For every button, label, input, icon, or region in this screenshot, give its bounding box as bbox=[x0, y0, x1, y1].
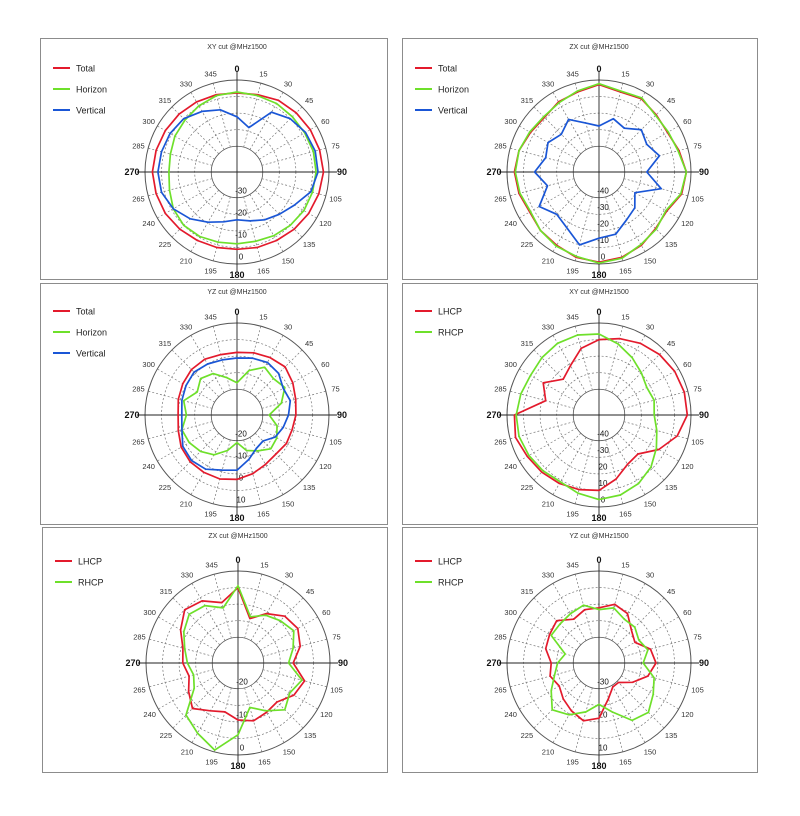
chart-4-angle-label: 105 bbox=[691, 437, 704, 447]
chart-4-angle-label: 330 bbox=[541, 322, 555, 332]
chart-5-angle-label: 0 bbox=[235, 555, 241, 565]
chart-1-series-vertical-line bbox=[158, 110, 318, 222]
chart-3-angle-label: 105 bbox=[329, 437, 342, 447]
chart-5-legend-label: LHCP bbox=[78, 556, 103, 567]
chart-3-angle-label: 285 bbox=[132, 384, 145, 394]
chart-6-angle-label: 105 bbox=[691, 685, 704, 695]
chart-2-angle-label: 150 bbox=[643, 256, 657, 266]
chart-6-grid-spoke bbox=[617, 598, 664, 645]
chart-4-grid-spoke bbox=[519, 369, 576, 402]
chart-4-angle-label: 0 bbox=[596, 307, 602, 317]
chart-1-angle-label: 120 bbox=[319, 219, 332, 228]
chart-4-grid-spoke bbox=[621, 369, 678, 402]
chart-4-grid-spoke bbox=[534, 433, 581, 480]
chart-5-series-lhcp-line bbox=[181, 588, 305, 721]
chart-6-angle-label: 330 bbox=[541, 570, 555, 580]
chart-4-angle-label: 135 bbox=[664, 483, 678, 493]
chart-5-radial-label: -20 bbox=[236, 677, 248, 687]
chart-1-grid-spoke bbox=[255, 190, 302, 237]
chart-2-grid-spoke bbox=[553, 92, 586, 149]
chart-3-angle-label: 195 bbox=[204, 509, 217, 519]
chart-3-angle-label: 180 bbox=[229, 513, 245, 523]
chart-3-legend-label: Horizon bbox=[76, 327, 108, 338]
chart-3-angle-label: 270 bbox=[124, 410, 140, 420]
chart-3-legend-label: Total bbox=[76, 306, 96, 317]
chart-6-angle-label: 240 bbox=[504, 710, 517, 719]
chart-3-angle-label: 300 bbox=[142, 360, 155, 369]
chart-3-angle-label: 90 bbox=[336, 410, 348, 420]
chart-3-angle-label: 15 bbox=[259, 312, 268, 322]
chart-panel-2 bbox=[402, 38, 758, 280]
chart-5-angle-label: 135 bbox=[303, 731, 317, 741]
chart-5-radial-label: 0 bbox=[239, 743, 245, 753]
chart-2-angle-label: 0 bbox=[596, 64, 602, 74]
chart-5-angle-label: 315 bbox=[159, 586, 173, 596]
chart-3-grid-spoke bbox=[255, 433, 302, 480]
chart-4-angle-label: 90 bbox=[698, 410, 710, 420]
chart-4-angle-label: 345 bbox=[566, 312, 579, 322]
chart-1-radial-label: 0 bbox=[238, 252, 244, 262]
chart-2-angle-label: 120 bbox=[681, 219, 694, 228]
chart-1-angle-label: 345 bbox=[204, 69, 217, 79]
chart-3-angle-label: 30 bbox=[283, 322, 293, 332]
chart-1-angle-label: 330 bbox=[179, 79, 193, 89]
chart-3-radial-label: -10 bbox=[235, 451, 247, 461]
chart-6-angle-label: 75 bbox=[693, 632, 702, 642]
chart-6-radial-label: -30 bbox=[597, 677, 609, 687]
chart-2-angle-label: 195 bbox=[566, 266, 579, 276]
chart-5-angle-label: 265 bbox=[133, 685, 146, 695]
chart-1-angle-label: 195 bbox=[204, 266, 217, 276]
chart-6-grid-spoke bbox=[624, 670, 688, 687]
chart-1-title: XY cut @MHz1500 bbox=[207, 44, 267, 51]
chart-4-angle-label: 165 bbox=[619, 509, 632, 519]
chart-4-legend-label: LHCP bbox=[438, 306, 463, 317]
chart-5-series-rhcp-line bbox=[184, 586, 302, 750]
chart-2-legend-label: Total bbox=[438, 63, 458, 74]
chart-5-grid-spoke bbox=[256, 598, 303, 645]
chart-5-angle-label: 165 bbox=[258, 757, 271, 767]
chart-2-angle-label: 165 bbox=[619, 266, 632, 276]
polar-chart-4 bbox=[403, 284, 759, 526]
chart-1-grid-spoke bbox=[172, 190, 219, 237]
chart-6-angle-label: 165 bbox=[619, 757, 632, 767]
chart-1-angle-label: 105 bbox=[329, 194, 342, 204]
chart-3-angle-label: 210 bbox=[179, 499, 193, 509]
chart-1-grid-spoke bbox=[213, 197, 230, 261]
chart-6-angle-label: 120 bbox=[681, 710, 694, 719]
chart-6-title: YZ cut @MHz1500 bbox=[569, 533, 629, 540]
chart-6-angle-label: 265 bbox=[494, 685, 507, 695]
chart-1-grid-spoke bbox=[259, 126, 316, 159]
chart-2-angle-label: 90 bbox=[698, 167, 710, 177]
chart-6-angle-label: 150 bbox=[643, 747, 657, 757]
chart-2-angle-label: 330 bbox=[541, 79, 555, 89]
chart-5-grid-spoke bbox=[158, 676, 215, 709]
chart-3-angle-label: 150 bbox=[281, 499, 295, 509]
chart-5-angle-label: 105 bbox=[330, 685, 343, 695]
chart-panel-1 bbox=[40, 38, 388, 280]
chart-5-grid-spoke bbox=[173, 681, 220, 728]
chart-5-angle-label: 120 bbox=[320, 710, 333, 719]
chart-1-angle-label: 90 bbox=[336, 167, 348, 177]
chart-6-angle-label: 180 bbox=[591, 761, 607, 771]
chart-1-angle-label: 210 bbox=[179, 256, 193, 266]
chart-1-grid-spoke bbox=[213, 83, 230, 147]
chart-4-angle-label: 150 bbox=[643, 499, 657, 509]
chart-5-grid-spoke bbox=[256, 681, 303, 728]
polar-chart-6 bbox=[403, 528, 759, 774]
chart-5-grid-spoke bbox=[263, 639, 327, 656]
chart-4-angle-label: 270 bbox=[486, 410, 502, 420]
chart-3-angle-label: 330 bbox=[179, 322, 193, 332]
chart-5-angle-label: 225 bbox=[159, 731, 173, 741]
chart-2-angle-label: 265 bbox=[494, 194, 507, 204]
chart-3-radial-label: -20 bbox=[235, 429, 247, 439]
chart-1-grid-spoke bbox=[148, 148, 212, 165]
chart-6-grid-spoke bbox=[617, 681, 664, 728]
chart-2-angle-label: 180 bbox=[591, 270, 607, 280]
chart-4-grid-spoke bbox=[534, 350, 581, 397]
chart-5-angle-label: 270 bbox=[125, 658, 141, 668]
chart-5-angle-label: 345 bbox=[205, 560, 218, 570]
chart-2-angle-label: 315 bbox=[520, 95, 534, 105]
chart-2-angle-label: 75 bbox=[693, 141, 702, 151]
chart-1-angle-label: 30 bbox=[283, 79, 293, 89]
chart-1-grid-spoke bbox=[262, 179, 326, 196]
chart-6-angle-label: 285 bbox=[494, 632, 507, 642]
chart-6-radial-label: 10 bbox=[598, 743, 608, 753]
chart-4-series-rhcp-line bbox=[516, 334, 657, 500]
chart-2-angle-label: 300 bbox=[504, 117, 517, 126]
chart-2-angle-label: 210 bbox=[541, 256, 555, 266]
chart-5-angle-label: 330 bbox=[180, 570, 194, 580]
chart-1-angle-label: 180 bbox=[229, 270, 245, 280]
chart-2-angle-label: 30 bbox=[645, 79, 655, 89]
chart-5-grid-spoke bbox=[192, 583, 225, 640]
chart-4-angle-label: 315 bbox=[520, 338, 534, 348]
chart-1-angle-label: 150 bbox=[281, 256, 295, 266]
chart-5-grid-spoke bbox=[260, 676, 317, 709]
chart-2-grid-spoke bbox=[534, 107, 581, 154]
chart-3-radial-label: 10 bbox=[236, 495, 246, 505]
chart-5-angle-label: 285 bbox=[133, 632, 146, 642]
chart-1-radial-label: -30 bbox=[235, 186, 247, 196]
chart-3-grid-spoke bbox=[172, 433, 219, 480]
chart-2-grid-spoke bbox=[519, 185, 576, 218]
chart-1-legend-label: Vertical bbox=[76, 105, 106, 116]
chart-3-series-horizon-line bbox=[182, 367, 285, 455]
chart-4-angle-label: 180 bbox=[591, 513, 607, 523]
polar-chart-2 bbox=[403, 39, 759, 281]
chart-6-angle-label: 315 bbox=[520, 586, 534, 596]
chart-6-grid-spoke bbox=[519, 676, 576, 709]
chart-2-angle-label: 15 bbox=[621, 69, 630, 79]
chart-4-angle-label: 300 bbox=[504, 360, 517, 369]
chart-2-title: ZX cut @MHz1500 bbox=[569, 44, 629, 51]
chart-5-angle-label: 15 bbox=[260, 560, 269, 570]
chart-1-angle-label: 60 bbox=[321, 117, 330, 126]
chart-2-grid-spoke bbox=[612, 194, 645, 251]
chart-4-angle-label: 30 bbox=[645, 322, 655, 332]
chart-1-angle-label: 0 bbox=[234, 64, 240, 74]
polar-chart-5 bbox=[43, 528, 389, 774]
chart-1-angle-label: 240 bbox=[142, 219, 155, 228]
chart-6-angle-label: 345 bbox=[566, 560, 579, 570]
chart-5-grid-spoke bbox=[251, 685, 284, 742]
chart-1-angle-label: 15 bbox=[259, 69, 268, 79]
chart-4-angle-label: 75 bbox=[693, 384, 702, 394]
chart-4-angle-label: 210 bbox=[541, 499, 555, 509]
chart-panel-6 bbox=[402, 527, 758, 773]
chart-1-grid-spoke bbox=[148, 179, 212, 196]
chart-4-angle-label: 240 bbox=[504, 462, 517, 471]
chart-4-title: XY cut @MHz1500 bbox=[569, 289, 629, 296]
chart-3-angle-label: 60 bbox=[321, 360, 330, 369]
chart-5-grid-spoke bbox=[192, 685, 225, 742]
chart-4-angle-label: 225 bbox=[520, 483, 534, 493]
chart-6-grid-spoke bbox=[624, 639, 688, 656]
chart-1-angle-label: 225 bbox=[158, 240, 172, 250]
chart-4-grid-spoke bbox=[621, 428, 678, 461]
chart-6-legend-label: LHCP bbox=[438, 556, 463, 567]
chart-4-radial-label: -30 bbox=[597, 445, 609, 455]
chart-3-grid-spoke bbox=[259, 428, 316, 461]
chart-3-legend-label: Vertical bbox=[76, 348, 106, 359]
chart-2-angle-label: 225 bbox=[520, 240, 534, 250]
chart-5-grid-spoke bbox=[149, 639, 213, 656]
chart-2-angle-label: 45 bbox=[666, 95, 676, 105]
chart-5-grid-spoke bbox=[245, 574, 262, 638]
chart-6-angle-label: 270 bbox=[486, 658, 502, 668]
chart-1-legend-label: Horizon bbox=[76, 84, 108, 95]
chart-1-angle-label: 45 bbox=[304, 95, 314, 105]
chart-4-radial-label: 20 bbox=[598, 462, 608, 472]
chart-5-angle-label: 75 bbox=[332, 632, 341, 642]
chart-6-grid-spoke bbox=[519, 617, 576, 650]
chart-2-angle-label: 345 bbox=[566, 69, 579, 79]
chart-panel-5 bbox=[42, 527, 388, 773]
chart-5-grid-spoke bbox=[173, 598, 220, 645]
chart-4-radial-label: -40 bbox=[597, 429, 609, 439]
chart-5-grid-spoke bbox=[251, 583, 284, 640]
chart-6-angle-label: 225 bbox=[520, 731, 534, 741]
chart-4-angle-label: 285 bbox=[494, 384, 507, 394]
chart-1-radial-label: -20 bbox=[235, 208, 247, 218]
chart-1-radial-label: -10 bbox=[235, 230, 247, 240]
chart-5-angle-label: 300 bbox=[143, 608, 156, 617]
chart-1-legend-label: Total bbox=[76, 63, 96, 74]
chart-3-angle-label: 265 bbox=[132, 437, 145, 447]
chart-6-angle-label: 300 bbox=[504, 608, 517, 617]
chart-5-angle-label: 150 bbox=[282, 747, 296, 757]
chart-2-radial-label: -20 bbox=[597, 219, 609, 229]
chart-1-angle-label: 285 bbox=[132, 141, 145, 151]
chart-3-grid-spoke bbox=[250, 335, 283, 392]
chart-3-angle-label: 345 bbox=[204, 312, 217, 322]
chart-6-angle-label: 15 bbox=[621, 560, 630, 570]
chart-panel-3 bbox=[40, 283, 388, 525]
chart-2-grid-spoke bbox=[621, 126, 678, 159]
chart-4-legend-label: RHCP bbox=[438, 327, 464, 338]
chart-5-angle-label: 195 bbox=[205, 757, 218, 767]
chart-6-legend-label: RHCP bbox=[438, 577, 464, 588]
chart-2-angle-label: 105 bbox=[691, 194, 704, 204]
chart-1-angle-label: 135 bbox=[302, 240, 316, 250]
chart-3-radial-label: 0 bbox=[238, 473, 244, 483]
chart-5-angle-label: 180 bbox=[230, 761, 246, 771]
chart-6-radial-label: 20 bbox=[598, 710, 608, 720]
chart-2-radial-label: 0 bbox=[600, 252, 606, 262]
chart-4-angle-label: 45 bbox=[666, 338, 676, 348]
chart-6-angle-label: 45 bbox=[666, 586, 676, 596]
chart-1-angle-label: 300 bbox=[142, 117, 155, 126]
chart-1-grid-spoke bbox=[244, 83, 261, 147]
chart-1-angle-label: 165 bbox=[257, 266, 270, 276]
chart-2-radial-label: -40 bbox=[597, 186, 609, 196]
chart-6-grid-spoke bbox=[510, 670, 574, 687]
chart-3-angle-label: 45 bbox=[304, 338, 314, 348]
chart-1-angle-label: 270 bbox=[124, 167, 140, 177]
chart-3-angle-label: 75 bbox=[331, 384, 340, 394]
chart-2-radial-label: -10 bbox=[597, 236, 609, 246]
chart-2-legend-label: Horizon bbox=[438, 84, 470, 95]
chart-5-legend-label: RHCP bbox=[78, 577, 104, 588]
chart-4-grid-spoke bbox=[606, 326, 623, 390]
chart-6-angle-label: 135 bbox=[664, 731, 678, 741]
chart-5-radial-label: -10 bbox=[236, 710, 248, 720]
chart-5-angle-label: 60 bbox=[322, 608, 331, 617]
chart-4-grid-spoke bbox=[612, 437, 645, 494]
chart-2-angle-label: 135 bbox=[664, 240, 678, 250]
chart-1-grid-spoke bbox=[250, 194, 283, 251]
chart-4-grid-spoke bbox=[624, 391, 688, 408]
chart-3-angle-label: 165 bbox=[257, 509, 270, 519]
chart-6-angle-label: 60 bbox=[683, 608, 692, 617]
chart-5-angle-label: 240 bbox=[143, 710, 156, 719]
chart-3-grid-spoke bbox=[250, 437, 283, 494]
chart-2-grid-spoke bbox=[575, 197, 592, 261]
polar-chart-3 bbox=[41, 284, 389, 526]
chart-4-radial-label: 10 bbox=[598, 479, 608, 489]
chart-1-grid-spoke bbox=[244, 197, 261, 261]
chart-4-angle-label: 15 bbox=[621, 312, 630, 322]
chart-5-grid-spoke bbox=[214, 574, 231, 638]
chart-6-angle-label: 210 bbox=[541, 747, 555, 757]
chart-2-grid-spoke bbox=[553, 194, 586, 251]
polar-chart-1 bbox=[41, 39, 389, 281]
chart-6-grid-spoke bbox=[534, 681, 581, 728]
chart-3-angle-label: 225 bbox=[158, 483, 172, 493]
chart-3-angle-label: 0 bbox=[234, 307, 240, 317]
chart-2-grid-spoke bbox=[617, 190, 664, 237]
chart-6-angle-label: 0 bbox=[596, 555, 602, 565]
chart-2-legend-label: Vertical bbox=[438, 105, 468, 116]
chart-5-grid-spoke bbox=[214, 688, 231, 752]
chart-1-angle-label: 315 bbox=[158, 95, 172, 105]
chart-3-angle-label: 240 bbox=[142, 462, 155, 471]
chart-5-angle-label: 45 bbox=[305, 586, 315, 596]
chart-2-angle-label: 270 bbox=[486, 167, 502, 177]
chart-3-angle-label: 135 bbox=[302, 483, 316, 493]
chart-2-radial-label: -30 bbox=[597, 202, 609, 212]
chart-6-angle-label: 90 bbox=[698, 658, 710, 668]
chart-2-angle-label: 60 bbox=[683, 117, 692, 126]
chart-panel-4 bbox=[402, 283, 758, 525]
chart-4-radial-label: 0 bbox=[600, 495, 606, 505]
chart-3-title: YZ cut @MHz1500 bbox=[207, 289, 267, 296]
chart-6-angle-label: 30 bbox=[645, 570, 655, 580]
chart-3-grid-spoke bbox=[213, 326, 230, 390]
chart-4-angle-label: 265 bbox=[494, 437, 507, 447]
chart-4-angle-label: 60 bbox=[683, 360, 692, 369]
chart-1-angle-label: 75 bbox=[331, 141, 340, 151]
chart-4-grid-spoke bbox=[617, 350, 664, 397]
chart-5-angle-label: 210 bbox=[180, 747, 194, 757]
chart-3-angle-label: 315 bbox=[158, 338, 172, 348]
chart-2-angle-label: 285 bbox=[494, 141, 507, 151]
chart-5-angle-label: 30 bbox=[284, 570, 294, 580]
chart-1-angle-label: 265 bbox=[132, 194, 145, 204]
chart-3-angle-label: 120 bbox=[319, 462, 332, 471]
chart-5-grid-spoke bbox=[260, 617, 317, 650]
chart-5-grid-spoke bbox=[149, 670, 213, 687]
chart-5-title: ZX cut @MHz1500 bbox=[208, 533, 268, 540]
chart-4-angle-label: 120 bbox=[681, 462, 694, 471]
chart-2-angle-label: 240 bbox=[504, 219, 517, 228]
chart-4-angle-label: 195 bbox=[566, 509, 579, 519]
chart-6-angle-label: 195 bbox=[566, 757, 579, 767]
chart-5-angle-label: 90 bbox=[337, 658, 349, 668]
